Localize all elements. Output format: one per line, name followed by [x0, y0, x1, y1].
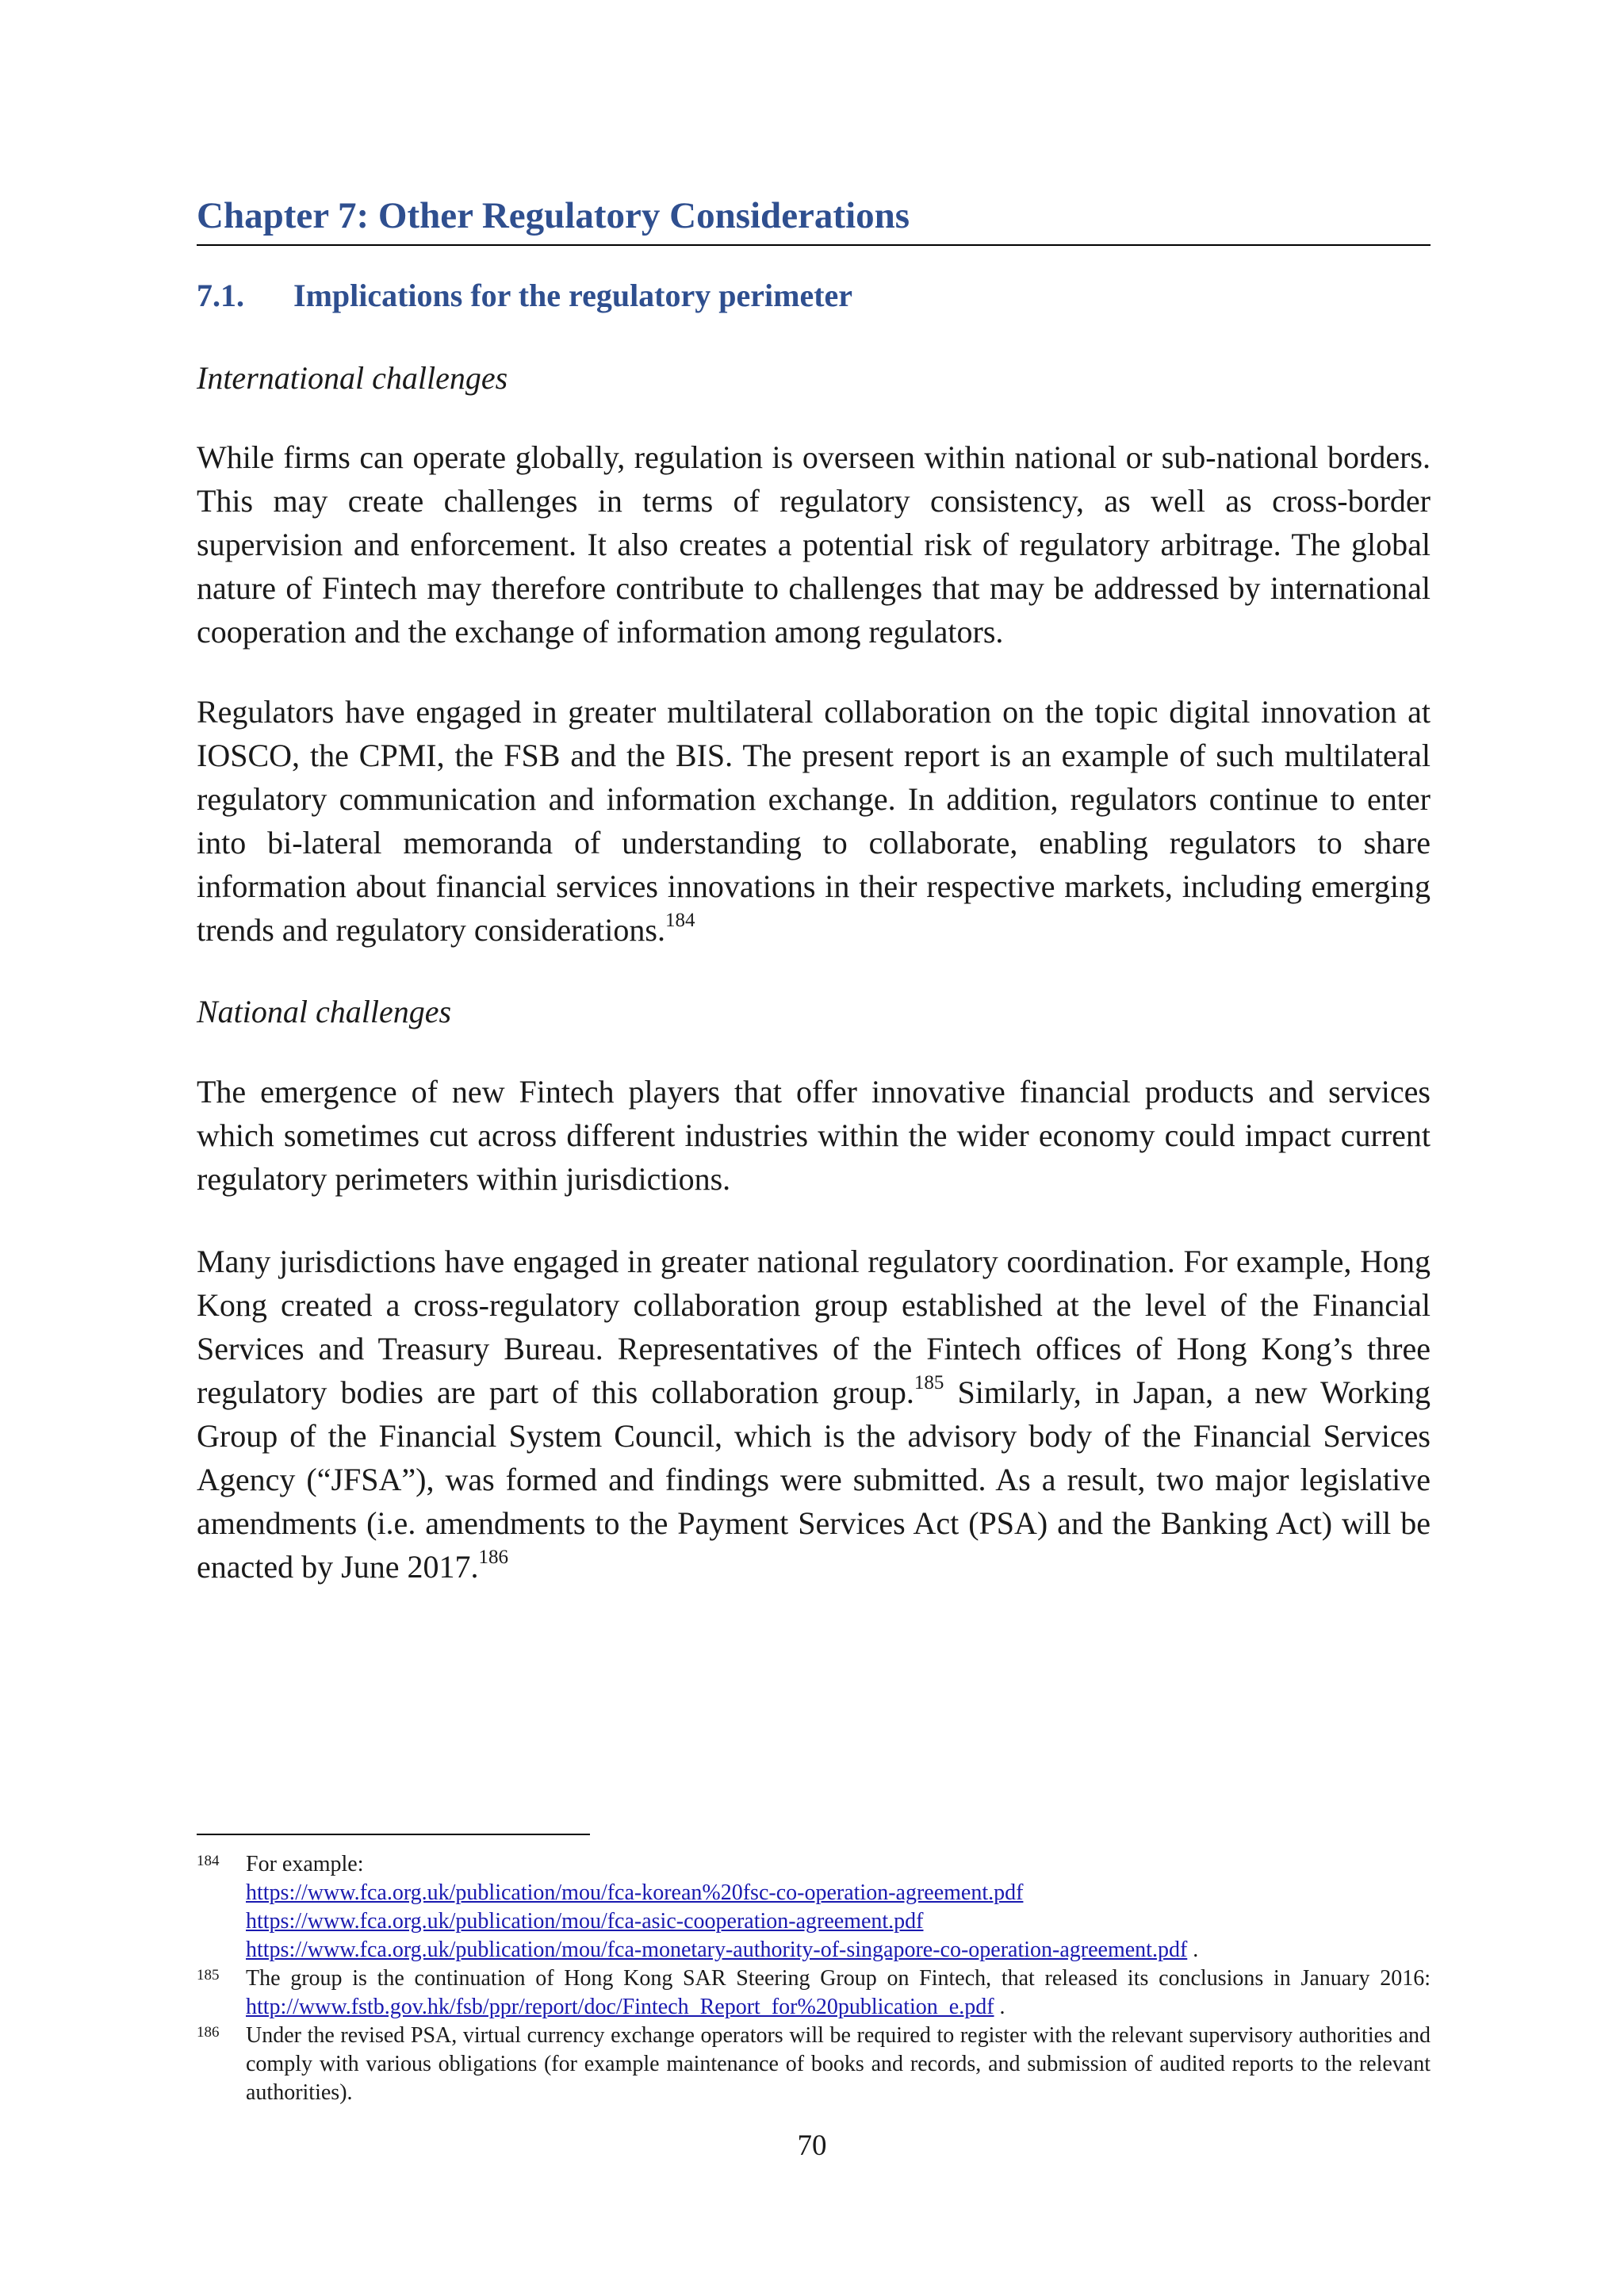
chapter-divider [197, 244, 1431, 246]
footnote-text: Under the revised PSA, virtual currency exchange operators will be required to register with the relevant supervisory authorities and comply with various obligations (for example maintenance of books and records, and submission of audited reports to the relevant authorities). [246, 2023, 1431, 2105]
footnote-186 [197, 2022, 1431, 2107]
section-heading [197, 274, 1431, 318]
paragraph-national-2-text-b: Similarly, in Japan, a new Working Group of the Financial System Council, which is the advisory body of the Financial Services Agency (“JFSA”), was formed and findings were submitted. As a result, two major legislative amendments (i.e. amendments to the Payment Services Act (PSA) and the Banking Act) will be enacted by June 2017. [197, 1374, 1431, 1585]
paragraph-national-2-text-a: Many jurisdictions have engaged in greater national regulatory coordination. For example, Hong Kong created a cross-regulatory collaboration group established at the level of the Financial Services and Treasury Bureau. Representatives of the Fintech offices of Hong Kong’s three regulatory bodies are part of this collaboration group. [197, 1244, 1431, 1410]
page-number: 70 [797, 2129, 827, 2162]
footnote-number: 185 [197, 1967, 220, 1984]
footnote-divider [197, 1834, 590, 1835]
footnote-end: . [1187, 1938, 1199, 1962]
footnote-185 [197, 1964, 1431, 2022]
footnote-link-fca-korean[interactable]: https://www.fca.org.uk/publication/mou/fca-korean%20fsc-co-operation-agreement.pdf [246, 1880, 1024, 1905]
footnote-number: 184 [197, 1853, 220, 1869]
subheading-international: International challenges [197, 360, 508, 396]
footnote-184 [197, 1850, 1431, 1964]
footnote-ref-185[interactable]: 185 [914, 1372, 944, 1393]
footnote-link-fstb-report[interactable]: http://www.fstb.gov.hk/fsb/ppr/report/doc/Fintech_Report_for%20publication_e.pdf [246, 1995, 994, 2019]
footnote-number: 186 [197, 2024, 220, 2041]
chapter-title: Chapter 7: Other Regulatory Considerations [197, 195, 910, 236]
paragraph-international-1: While firms can operate globally, regulation is overseen within national or sub-national borders. This may create challenges in terms of regulatory consistency, as well as cross-border supervision and enforcement. It also creates a potential risk of regulatory arbitrage. The global nature of Fintech may therefore contribute to challenges that may be addressed by international cooperation and the exchange of information among regulators. [197, 439, 1431, 650]
footnote-text: The group is the continuation of Hong Kong SAR Steering Group on Fintech, that released its conclusions in January 2016: [246, 1966, 1431, 1991]
section-number: 7.1. [197, 278, 244, 313]
footnote-link-fca-asic[interactable]: https://www.fca.org.uk/publication/mou/fca-asic-cooperation-agreement.pdf [246, 1909, 924, 1934]
paragraph-international-2-text: Regulators have engaged in greater multilateral collaboration on the topic digital innovation at IOSCO, the CPMI, the FSB and the BIS. The present report is an example of such multilateral regulatory communication and information exchange. In addition, regulators continue to enter into bi-lateral memoranda of understanding to collaborate, enabling regulators to share information about financial services innovations in their respective markets, including emerging trends and regulatory considerations. [197, 694, 1431, 948]
footnote-text: For example: [246, 1852, 364, 1876]
paragraph-national-1: The emergence of new Fintech players that offer innovative financial products and services which sometimes cut across different industries within the wider economy could impact current regulatory perimeters within jurisdictions. [197, 1074, 1431, 1197]
paragraph-international-2 [197, 690, 1431, 952]
footnote-link-fca-mas[interactable]: https://www.fca.org.uk/publication/mou/fca-monetary-authority-of-singapore-co-operation-agreement.pdf [246, 1938, 1188, 1962]
footnote-end: . [994, 1995, 1005, 2019]
subheading-national: National challenges [197, 994, 452, 1029]
section-title: Implications for the regulatory perimeter [293, 278, 853, 313]
footnote-ref-186[interactable]: 186 [478, 1547, 508, 1568]
paragraph-national-2 [197, 1240, 1431, 1589]
footnote-ref-184[interactable]: 184 [665, 910, 695, 931]
